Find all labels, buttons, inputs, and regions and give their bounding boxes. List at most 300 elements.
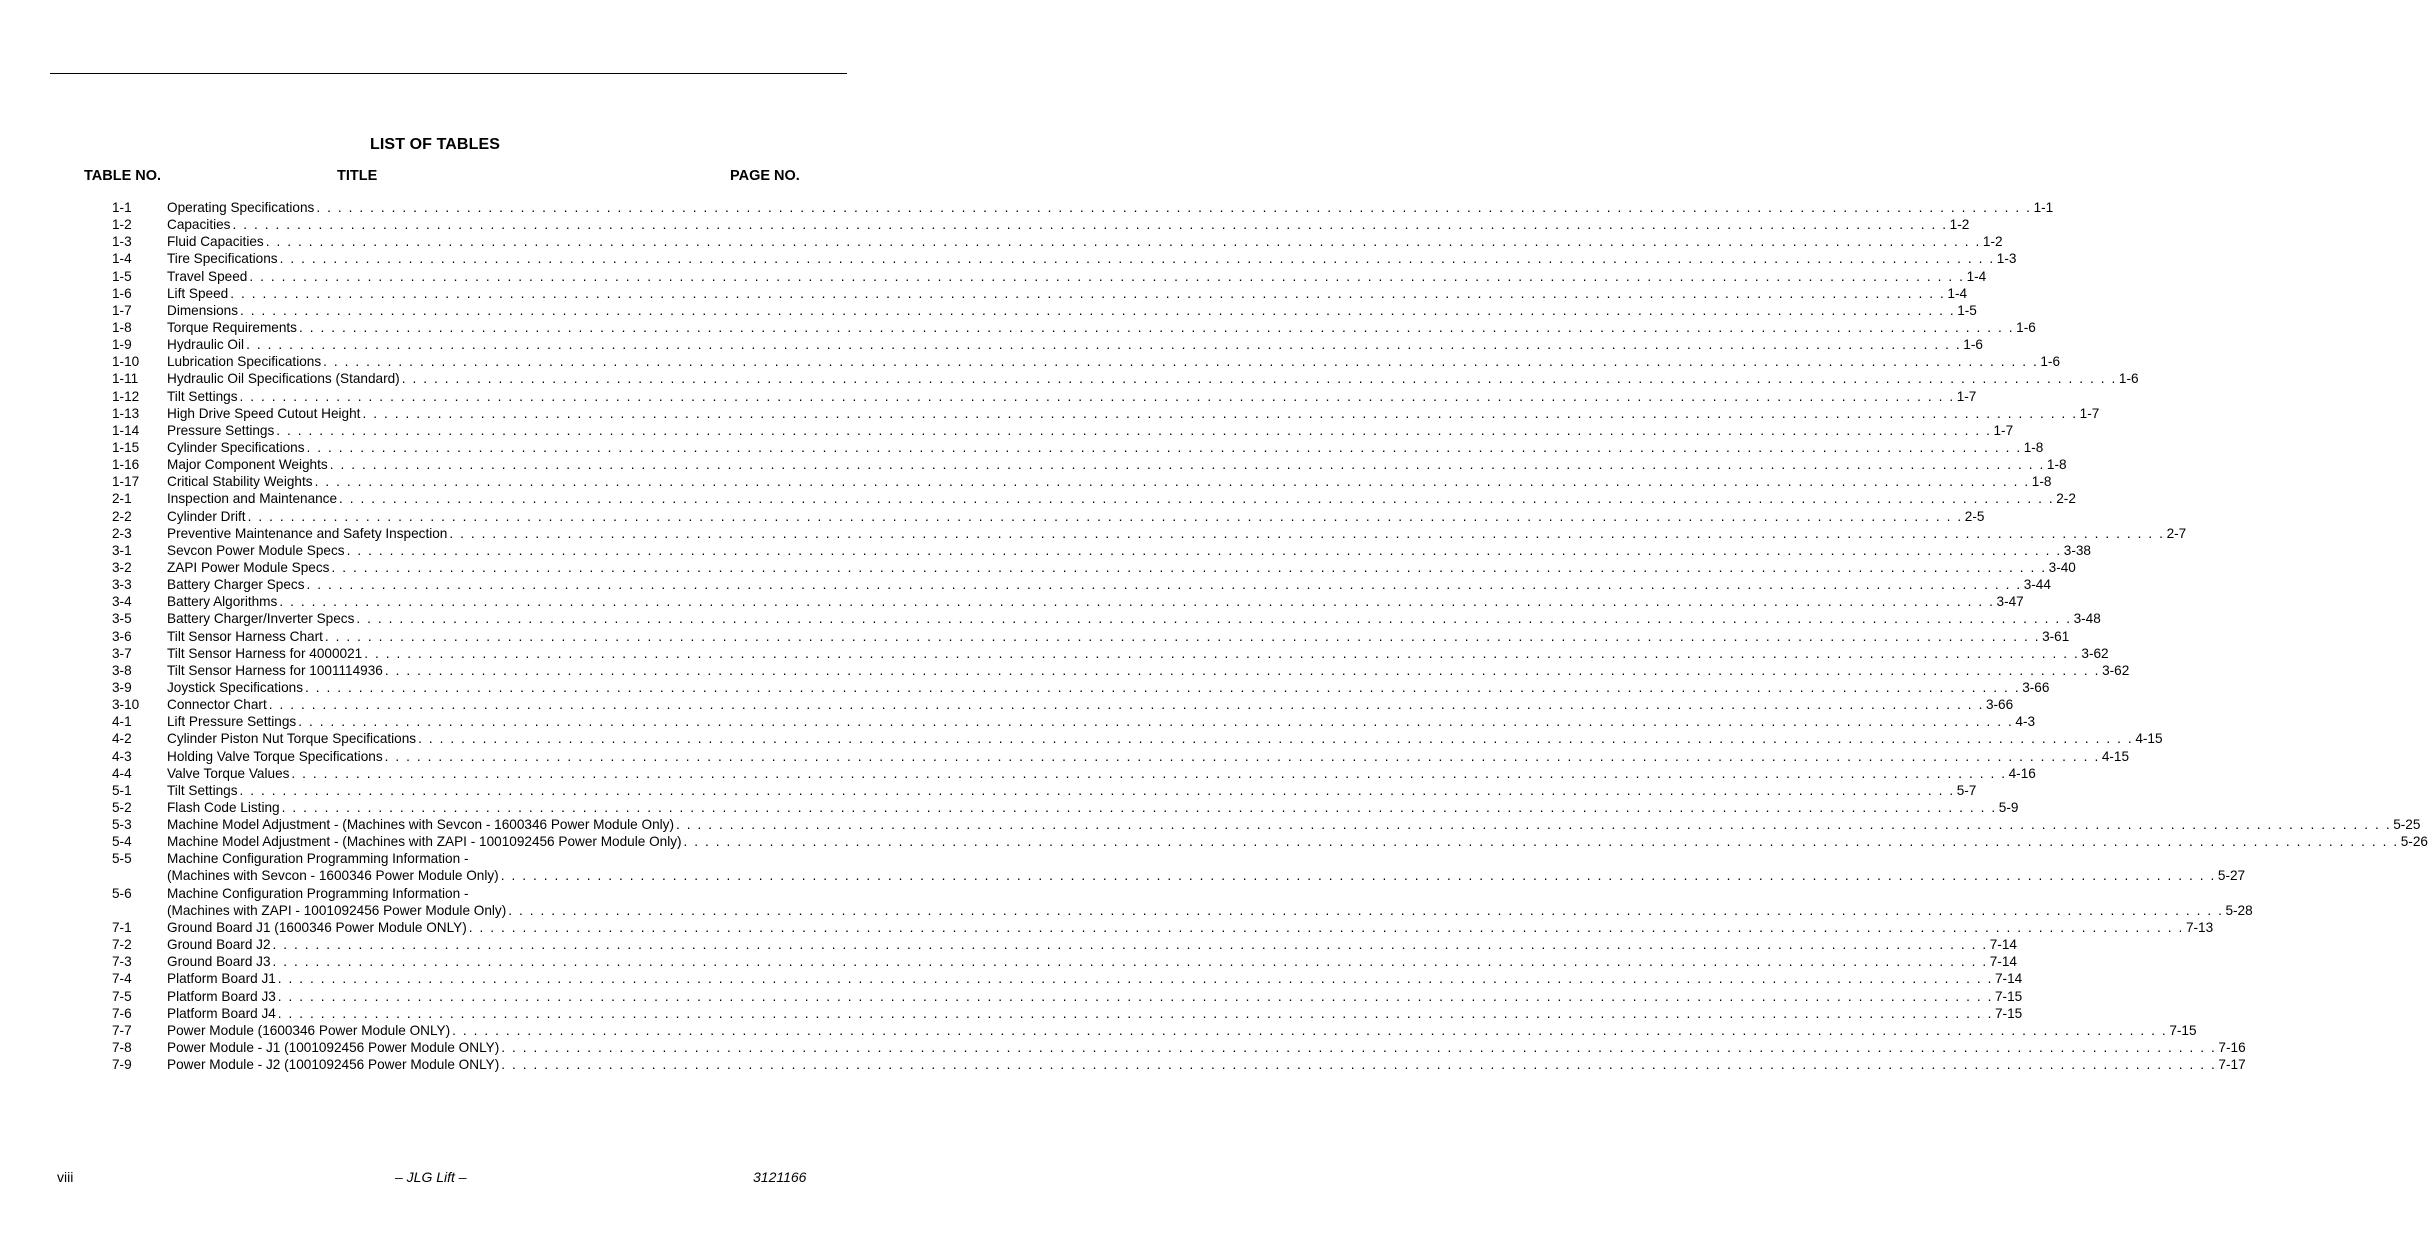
list-item[interactable] <box>0 353 2061 370</box>
table-title: Power Module - J1 (1001092456 Power Module ONLY) <box>167 1039 500 1055</box>
list-item[interactable] <box>0 439 2044 456</box>
table-title: Travel Speed <box>167 268 248 284</box>
page-number: 5-25 <box>2393 817 2421 833</box>
dot-leader: . . . . . . . . . . . . . . . . . . . . . . . . . . . . . . . . . . . . . . . . . . . . . . . . . . . . . . . . . . . . . . . . . . . . . . . . . . . . . . . . . . . . . . . . . . . . . . . . . . . . . . . . . . . . . . . . . . . . . . . . . . . . . . . . . . . . . . . . . . . . . . . . . . . . . . . . . . . . . . . . <box>364 645 2080 661</box>
page-number: 5-9 <box>1998 799 2019 815</box>
table-number: 3-6 <box>112 628 132 644</box>
table-number: 3-1 <box>112 542 132 558</box>
list-item[interactable] <box>0 388 1977 405</box>
page-number: 1-4 <box>1966 268 1987 284</box>
list-item[interactable] <box>0 988 2023 1005</box>
dot-leader: . . . . . . . . . . . . . . . . . . . . . . . . . . . . . . . . . . . . . . . . . . . . . . . . . . . . . . . . . . . . . . . . . . . . . . . . . . . . . . . . . . . . . . . . . . . . . . . . . . . . . . . . . . . . . . . . . . . . . . . . . . . . . . . . . . . . . . . . . . . . . . . . . . . . . . . . . . . . . . . . <box>277 971 1993 987</box>
dot-leader: . . . . . . . . . . . . . . . . . . . . . . . . . . . . . . . . . . . . . . . . . . . . . . . . . . . . . . . . . . . . . . . . . . . . . . . . . . . . . . . . . . . . . . . . . . . . . . . . . . . . . . . . . . . . . . . . . . . . . . . . . . . . . . . . . . . . . . . . . . . . . . . . . . . . . . . . . . . . . . . . <box>683 834 2399 850</box>
dot-leader: . . . . . . . . . . . . . . . . . . . . . . . . . . . . . . . . . . . . . . . . . . . . . . . . . . . . . . . . . . . . . . . . . . . . . . . . . . . . . . . . . . . . . . . . . . . . . . . . . . . . . . . . . . . . . . . . . . . . . . . . . . . . . . . . . . . . . . . . . . . . . . . . . . . . . . . . . . . . . . . . <box>306 439 2022 455</box>
page-number: 1-6 <box>1963 337 1983 353</box>
table-entry-line <box>167 713 2036 730</box>
dot-leader: . . . . . . . . . . . . . . . . . . . . . . . . . . . . . . . . . . . . . . . . . . . . . . . . . . . . . . . . . . . . . . . . . . . . . . . . . . . . . . . . . . . . . . . . . . . . . . . . . . . . . . . . . . . . . . . . . . . . . . . . . . . . . . . . . . . . . . . . . . . . . . . . . . . . . . . . . . . . . . . . <box>247 508 1963 524</box>
dot-leader: . . . . . . . . . . . . . . . . . . . . . . . . . . . . . . . . . . . . . . . . . . . . . . . . . . . . . . . . . . . . . . . . . . . . . . . . . . . . . . . . . . . . . . . . . . . . . . . . . . . . . . . . . . . . . . . . . . . . . . . . . . . . . . . . . . . . . . . . . . . . . . . . . . . . . . . . . . . . . . . . <box>279 594 1995 610</box>
list-item[interactable] <box>0 628 2070 645</box>
dot-leader: . . . . . . . . . . . . . . . . . . . . . . . . . . . . . . . . . . . . . . . . . . . . . . . . . . . . . . . . . . . . . . . . . . . . . . . . . . . . . . . . . . . . . . . . . . . . . . . . . . . . . . . . . . . . . . . . . . . . . . . . . . . . . . . . . . . . . . . . . . . . . . . . . . . . . . . . . . . . . . . . <box>249 268 1965 284</box>
page-number: 1-4 <box>1947 285 1968 301</box>
table-number: 3-10 <box>112 697 140 713</box>
table-entry-line <box>167 285 1968 302</box>
page-number: 1-8 <box>2031 474 2052 490</box>
page-number: 3-66 <box>1985 697 2014 713</box>
table-title: Pressure Settings <box>167 422 275 438</box>
page-number: 7-15 <box>2169 1022 2197 1038</box>
dot-leader: . . . . . . . . . . . . . . . . . . . . . . . . . . . . . . . . . . . . . . . . . . . . . . . . . . . . . . . . . . . . . . . . . . . . . . . . . . . . . . . . . . . . . . . . . . . . . . . . . . . . . . . . . . . . . . . . . . . . . . . . . . . . . . . . . . . . . . . . . . . . . . . . . . . . . . . . . . . . . . . . <box>676 817 2392 833</box>
dot-leader: . . . . . . . . . . . . . . . . . . . . . . . . . . . . . . . . . . . . . . . . . . . . . . . . . . . . . . . . . . . . . . . . . . . . . . . . . . . . . . . . . . . . . . . . . . . . . . . . . . . . . . . . . . . . . . . . . . . . . . . . . . . . . . . . . . . . . . . . . . . . . . . . . . . . . . . . . . . . . . . . <box>331 559 2047 575</box>
list-item[interactable] <box>0 456 2067 473</box>
table-entry-line <box>167 439 2044 456</box>
table-title: Tilt Settings <box>167 388 238 404</box>
dot-leader: . . . . . . . . . . . . . . . . . . . . . . . . . . . . . . . . . . . . . . . . . . . . . . . . . . . . . . . . . . . . . . . . . . . . . . . . . . . . . . . . . . . . . . . . . . . . . . . . . . . . . . . . . . . . . . . . . . . . . . . . . . . . . . . . . . . . . . . . . . . . . . . . . . . . . . . . . . . . . . . . <box>329 457 2045 473</box>
list-item[interactable] <box>0 645 2109 662</box>
table-title: Sevcon Power Module Specs <box>167 542 345 558</box>
table-title: (Machines with ZAPI - 1001092456 Power Module Only) <box>167 902 507 918</box>
page-number: 1-2 <box>1982 234 2003 250</box>
page-number: 1-7 <box>1993 422 2014 438</box>
table-number: 1-2 <box>112 217 132 233</box>
table-entry-line <box>167 799 2019 816</box>
table-title-line1: Machine Configuration Programming Information - <box>167 885 469 901</box>
dot-leader: . . . . . . . . . . . . . . . . . . . . . . . . . . . . . . . . . . . . . . . . . . . . . . . . . . . . . . . . . . . . . . . . . . . . . . . . . . . . . . . . . . . . . . . . . . . . . . . . . . . . . . . . . . . . . . . . . . . . . . . . . . . . . . . . . . . . . . . . . . . . . . . . . . . . . . . . . . . . . . . . <box>501 1039 2217 1055</box>
table-number: 3-4 <box>112 594 132 610</box>
table-entry-line <box>167 730 2163 747</box>
table-number: 1-6 <box>112 285 132 301</box>
table-title: Power Module - J2 (1001092456 Power Module ONLY) <box>167 1057 500 1073</box>
table-entry-line <box>167 696 2014 713</box>
table-number: 1-15 <box>112 439 140 455</box>
table-number: 1-11 <box>112 371 139 387</box>
table-number: 5-5 <box>112 851 132 867</box>
list-item[interactable] <box>0 319 2036 336</box>
page-number: 3-62 <box>2102 662 2130 678</box>
table-entry-line <box>167 370 2139 387</box>
table-entry-line <box>167 593 2024 610</box>
table-number: 1-16 <box>112 457 140 473</box>
table-number: 7-6 <box>112 1005 132 1021</box>
footer-page-number: viii <box>57 1169 74 1185</box>
page-number: 7-17 <box>2218 1057 2246 1073</box>
table-number: 5-1 <box>112 782 132 798</box>
table-title: High Drive Speed Cutout Height <box>167 405 361 421</box>
dot-leader: . . . . . . . . . . . . . . . . . . . . . . . . . . . . . . . . . . . . . . . . . . . . . . . . . . . . . . . . . . . . . . . . . . . . . . . . . . . . . . . . . . . . . . . . . . . . . . . . . . . . . . . . . . . . . . . . . . . . . . . . . . . . . . . . . . . . . . . . . . . . . . . . . . . . . . . . . . . . . . . . <box>277 1005 1993 1021</box>
table-title: ZAPI Power Module Specs <box>167 559 330 575</box>
table-number: 1-5 <box>112 268 132 284</box>
page-number: 1-7 <box>1956 388 1977 404</box>
table-title: Tilt Sensor Harness for 1001114936 <box>167 662 383 678</box>
page-number: 1-2 <box>1949 217 1970 233</box>
list-item[interactable] <box>0 370 2139 387</box>
table-number: 7-9 <box>112 1057 132 1073</box>
table-list <box>0 199 2428 1073</box>
list-item[interactable] <box>0 233 2003 250</box>
table-title: Platform Board J4 <box>167 1005 276 1021</box>
table-title: Connector Chart <box>167 697 267 713</box>
list-item[interactable] <box>0 525 2187 542</box>
list-item[interactable] <box>0 816 2421 833</box>
table-entry-line <box>167 936 2017 953</box>
page-number: 2-7 <box>2166 525 2187 541</box>
dot-leader: . . . . . . . . . . . . . . . . . . . . . . . . . . . . . . . . . . . . . . . . . . . . . . . . . . . . . . . . . . . . . . . . . . . . . . . . . . . . . . . . . . . . . . . . . . . . . . . . . . . . . . . . . . . . . . . . . . . . . . . . . . . . . . . . . . . . . . . . . . . . . . . . . . . . . . . . . . . . . . . . <box>449 525 2165 541</box>
list-item[interactable] <box>0 268 1987 285</box>
table-entry-line <box>167 970 2023 987</box>
footer-publisher: – JLG Lift – <box>395 1169 467 1185</box>
table-entry-line <box>167 508 1985 525</box>
list-item[interactable] <box>0 1039 2246 1056</box>
dot-leader: . . . . . . . . . . . . . . . . . . . . . . . . . . . . . . . . . . . . . . . . . . . . . . . . . . . . . . . . . . . . . . . . . . . . . . . . . . . . . . . . . . . . . . . . . . . . . . . . . . . . . . . . . . . . . . . . . . . . . . . . . . . . . . . . . . . . . . . . . . . . . . . . . . . . . . . . . . . . . . . . <box>501 1057 2217 1073</box>
page-number: 5-28 <box>2225 902 2253 918</box>
table-number: 7-1 <box>112 919 132 935</box>
dot-leader: . . . . . . . . . . . . . . . . . . . . . . . . . . . . . . . . . . . . . . . . . . . . . . . . . . . . . . . . . . . . . . . . . . . . . . . . . . . . . . . . . . . . . . . . . . . . . . . . . . . . . . . . . . . . . . . . . . . . . . . . . . . . . . . . . . . . . . . . . . . . . . . . . . . . . . . . . . . . . . . . <box>272 937 1988 953</box>
page-number: 4-16 <box>2008 765 2036 781</box>
table-entry-line <box>167 199 2054 216</box>
page-number: 7-13 <box>2185 919 2214 935</box>
table-number: 7-7 <box>112 1022 132 1038</box>
table-title: Hydraulic Oil Specifications (Standard) <box>167 371 400 387</box>
table-entry-line <box>167 216 1970 233</box>
table-title: Ground Board J1 (1600346 Power Module ONLY) <box>167 919 467 935</box>
table-title: Tilt Settings <box>167 782 238 798</box>
page-number: 3-48 <box>2073 611 2101 627</box>
dot-leader: . . . . . . . . . . . . . . . . . . . . . . . . . . . . . . . . . . . . . . . . . . . . . . . . . . . . . . . . . . . . . . . . . . . . . . . . . . . . . . . . . . . . . . . . . . . . . . . . . . . . . . . . . . . . . . . . . . . . . . . . . . . . . . . . . . . . . . . . . . . . . . . . . . . . . . . . . . . . . . . . <box>240 302 1956 318</box>
table-title: Capacities <box>167 217 231 233</box>
dot-leader: . . . . . . . . . . . . . . . . . . . . . . . . . . . . . . . . . . . . . . . . . . . . . . . . . . . . . . . . . . . . . . . . . . . . . . . . . . . . . . . . . . . . . . . . . . . . . . . . . . . . . . . . . . . . . . . . . . . . . . . . . . . . . . . . . . . . . . . . . . . . . . . . . . . . . . . . . . . . . . . . <box>500 868 2216 884</box>
dot-leader: . . . . . . . . . . . . . . . . . . . . . . . . . . . . . . . . . . . . . . . . . . . . . . . . . . . . . . . . . . . . . . . . . . . . . . . . . . . . . . . . . . . . . . . . . . . . . . . . . . . . . . . . . . . . . . . . . . . . . . . . . . . . . . . . . . . . . . . . . . . . . . . . . . . . . . . . . . . . . . . . <box>239 388 1955 404</box>
table-title: Major Component Weights <box>167 457 328 473</box>
table-entry-line <box>167 302 1977 319</box>
list-item[interactable] <box>0 405 2100 422</box>
dot-leader: . . . . . . . . . . . . . . . . . . . . . . . . . . . . . . . . . . . . . . . . . . . . . . . . . . . . . . . . . . . . . . . . . . . . . . . . . . . . . . . . . . . . . . . . . . . . . . . . . . . . . . . . . . . . . . . . . . . . . . . . . . . . . . . . . . . . . . . . . . . . . . . . . . . . . . . . . . . . . . . . <box>452 1022 2168 1038</box>
table-number: 4-3 <box>112 748 132 764</box>
table-entry-line <box>167 233 2003 250</box>
dot-leader: . . . . . . . . . . . . . . . . . . . . . . . . . . . . . . . . . . . . . . . . . . . . . . . . . . . . . . . . . . . . . . . . . . . . . . . . . . . . . . . . . . . . . . . . . . . . . . . . . . . . . . . . . . . . . . . . . . . . . . . . . . . . . . . . . . . . . . . . . . . . . . . . . . . . . . . . . . . . . . . . <box>468 919 2184 935</box>
table-entry-line <box>167 662 2130 679</box>
page-number: 1-8 <box>2046 457 2067 473</box>
page-number: 1-6 <box>2040 354 2061 370</box>
table-title: Critical Stability Weights <box>167 474 313 490</box>
table-number: 1-12 <box>112 388 140 404</box>
page-number: 1-8 <box>2023 439 2044 455</box>
dot-leader: . . . . . . . . . . . . . . . . . . . . . . . . . . . . . . . . . . . . . . . . . . . . . . . . . . . . . . . . . . . . . . . . . . . . . . . . . . . . . . . . . . . . . . . . . . . . . . . . . . . . . . . . . . . . . . . . . . . . . . . . . . . . . . . . . . . . . . . . . . . . . . . . . . . . . . . . . . . . . . . . <box>276 422 1992 438</box>
column-header-table-no: TABLE NO. <box>84 168 162 184</box>
table-entry-line <box>167 919 2214 936</box>
page-title: LIST OF TABLES <box>370 136 500 153</box>
dot-leader: . . . . . . . . . . . . . . . . . . . . . . . . . . . . . . . . . . . . . . . . . . . . . . . . . . . . . . . . . . . . . . . . . . . . . . . . . . . . . . . . . . . . . . . . . . . . . . . . . . . . . . . . . . . . . . . . . . . . . . . . . . . . . . . . . . . . . . . . . . . . . . . . . . . . . . . . . . . . . . . . <box>316 200 2032 215</box>
page-number: 7-15 <box>1995 988 2023 1004</box>
dot-leader: . . . . . . . . . . . . . . . . . . . . . . . . . . . . . . . . . . . . . . . . . . . . . . . . . . . . . . . . . . . . . . . . . . . . . . . . . . . . . . . . . . . . . . . . . . . . . . . . . . . . . . . . . . . . . . . . . . . . . . . . . . . . . . . . . . . . . . . . . . . . . . . . . . . . . . . . . . . . . . . . <box>418 731 2134 747</box>
table-entry-line <box>167 559 2076 576</box>
page-number: 3-62 <box>2081 645 2109 661</box>
table-entry-line <box>167 250 2017 267</box>
table-entry-line <box>167 336 1983 353</box>
table-title: Lift Pressure Settings <box>167 714 297 730</box>
table-number: 3-7 <box>112 645 132 661</box>
list-item[interactable] <box>0 885 2253 919</box>
footer-document-number: 3121166 <box>753 1169 807 1185</box>
list-item[interactable] <box>0 199 2054 216</box>
list-item[interactable] <box>0 970 2023 987</box>
list-item[interactable] <box>0 250 2017 267</box>
dot-leader: . . . . . . . . . . . . . . . . . . . . . . . . . . . . . . . . . . . . . . . . . . . . . . . . . . . . . . . . . . . . . . . . . . . . . . . . . . . . . . . . . . . . . . . . . . . . . . . . . . . . . . . . . . . . . . . . . . . . . . . . . . . . . . . . . . . . . . . . . . . . . . . . . . . . . . . . . . . . . . . . <box>265 234 1981 250</box>
table-title: Hydraulic Oil <box>167 337 245 353</box>
dot-leader: . . . . . . . . . . . . . . . . . . . . . . . . . . . . . . . . . . . . . . . . . . . . . . . . . . . . . . . . . . . . . . . . . . . . . . . . . . . . . . . . . . . . . . . . . . . . . . . . . . . . . . . . . . . . . . . . . . . . . . . . . . . . . . . . . . . . . . . . . . . . . . . . . . . . . . . . . . . . . . . . <box>298 714 2014 730</box>
list-item[interactable] <box>0 473 2052 490</box>
page-number: 3-47 <box>1996 594 2024 610</box>
page-number: 5-7 <box>1956 782 1977 798</box>
table-title: Lubrication Specifications <box>167 354 322 370</box>
dot-leader: . . . . . . . . . . . . . . . . . . . . . . . . . . . . . . . . . . . . . . . . . . . . . . . . . . . . . . . . . . . . . . . . . . . . . . . . . . . . . . . . . . . . . . . . . . . . . . . . . . . . . . . . . . . . . . . . . . . . . . . . . . . . . . . . . . . . . . . . . . . . . . . . . . . . . . . . . . . . . . . . <box>239 782 1955 798</box>
dot-leader: . . . . . . . . . . . . . . . . . . . . . . . . . . . . . . . . . . . . . . . . . . . . . . . . . . . . . . . . . . . . . . . . . . . . . . . . . . . . . . . . . . . . . . . . . . . . . . . . . . . . . . . . . . . . . . . . . . . . . . . . . . . . . . . . . . . . . . . . . . . . . . . . . . . . . . . . . . . . . . . . <box>305 679 2021 695</box>
dot-leader: . . . . . . . . . . . . . . . . . . . . . . . . . . . . . . . . . . . . . . . . . . . . . . . . . . . . . . . . . . . . . . . . . . . . . . . . . . . . . . . . . . . . . . . . . . . . . . . . . . . . . . . . . . . . . . . . . . . . . . . . . . . . . . . . . . . . . . . . . . . . . . . . . . . . . . . . . . . . . . . . <box>281 799 1997 815</box>
dot-leader: . . . . . . . . . . . . . . . . . . . . . . . . . . . . . . . . . . . . . . . . . . . . . . . . . . . . . . . . . . . . . . . . . . . . . . . . . . . . . . . . . . . . . . . . . . . . . . . . . . . . . . . . . . . . . . . . . . . . . . . . . . . . . . . . . . . . . . . . . . . . . . . . . . . . . . . . . . . . . . . . <box>268 697 1984 713</box>
table-title: Preventive Maintenance and Safety Inspection <box>167 525 448 541</box>
table-entry-line <box>167 268 1987 285</box>
table-number: 1-3 <box>112 234 132 250</box>
table-number: 1-17 <box>112 474 140 490</box>
table-number: 3-8 <box>112 662 132 678</box>
table-entry-line <box>167 628 2070 645</box>
table-number: 5-6 <box>112 885 132 901</box>
table-number: 7-3 <box>112 954 132 970</box>
table-title: Operating Specifications <box>167 200 315 215</box>
table-entry-line <box>167 1039 2246 1056</box>
table-title: Cylinder Piston Nut Torque Specifications <box>167 731 417 747</box>
table-title: Dimensions <box>167 302 239 318</box>
table-title: Torque Requirements <box>167 319 297 335</box>
page-number: 4-15 <box>2135 731 2163 747</box>
table-title-line1: Machine Configuration Programming Information - <box>167 851 469 867</box>
table-title: Cylinder Drift <box>167 508 246 524</box>
table-number: 1-14 <box>112 422 140 438</box>
page-number: 3-44 <box>2023 577 2051 593</box>
page-number: 3-40 <box>2048 559 2076 575</box>
table-entry-line <box>167 525 2187 542</box>
table-title: Valve Torque Values <box>167 765 290 781</box>
table-title: Inspection and Maintenance <box>167 491 338 507</box>
page-number: 1-6 <box>2118 371 2139 387</box>
table-entry-line <box>167 1005 2023 1022</box>
table-entry-line <box>167 405 2100 422</box>
page-number: 4-3 <box>2015 714 2036 730</box>
list-item[interactable] <box>0 216 1970 233</box>
list-item[interactable] <box>0 1005 2023 1022</box>
list-item[interactable] <box>0 542 2091 559</box>
table-number: 3-9 <box>112 679 132 695</box>
page-number: 1-1 <box>2033 200 2054 215</box>
table-title: Power Module (1600346 Power Module ONLY) <box>167 1022 451 1038</box>
list-item[interactable] <box>0 730 2163 747</box>
list-item[interactable] <box>0 508 1985 525</box>
list-item[interactable] <box>0 713 2036 730</box>
dot-leader: . . . . . . . . . . . . . . . . . . . . . . . . . . . . . . . . . . . . . . . . . . . . . . . . . . . . . . . . . . . . . . . . . . . . . . . . . . . . . . . . . . . . . . . . . . . . . . . . . . . . . . . . . . . . . . . . . . . . . . . . . . . . . . . . . . . . . . . . . . . . . . . . . . . . . . . . . . . . . . . . <box>232 217 1948 233</box>
table-entry-line <box>167 1056 2246 1073</box>
list-item[interactable] <box>0 302 1977 319</box>
page-number: 7-14 <box>1995 971 2023 987</box>
page-number: 7-14 <box>1989 937 2017 953</box>
list-item[interactable] <box>0 748 2130 765</box>
table-title: Fluid Capacities <box>167 234 264 250</box>
table-number: 7-2 <box>112 937 132 953</box>
page-number: 5-27 <box>2217 868 2246 884</box>
page-number: 3-66 <box>2022 679 2050 695</box>
table-number: 3-5 <box>112 611 132 627</box>
table-number: 5-2 <box>112 799 132 815</box>
page-number: 2-2 <box>2056 491 2076 507</box>
dot-leader: . . . . . . . . . . . . . . . . . . . . . . . . . . . . . . . . . . . . . . . . . . . . . . . . . . . . . . . . . . . . . . . . . . . . . . . . . . . . . . . . . . . . . . . . . . . . . . . . . . . . . . . . . . . . . . . . . . . . . . . . . . . . . . . . . . . . . . . . . . . . . . . . . . . . . . . . . . . . . . . . <box>339 491 2055 507</box>
table-entry-line <box>167 867 2246 884</box>
list-item[interactable] <box>0 285 1968 302</box>
table-number: 4-2 <box>112 731 132 747</box>
page-number: 7-14 <box>1989 954 2017 970</box>
dot-leader: . . . . . . . . . . . . . . . . . . . . . . . . . . . . . . . . . . . . . . . . . . . . . . . . . . . . . . . . . . . . . . . . . . . . . . . . . . . . . . . . . . . . . . . . . . . . . . . . . . . . . . . . . . . . . . . . . . . . . . . . . . . . . . . . . . . . . . . . . . . . . . . . . . . . . . . . . . . . . . . . <box>508 902 2224 918</box>
list-item[interactable] <box>0 593 2024 610</box>
table-number: 5-4 <box>112 834 132 850</box>
list-item[interactable] <box>0 696 2014 713</box>
dot-leader: . . . . . . . . . . . . . . . . . . . . . . . . . . . . . . . . . . . . . . . . . . . . . . . . . . . . . . . . . . . . . . . . . . . . . . . . . . . . . . . . . . . . . . . . . . . . . . . . . . . . . . . . . . . . . . . . . . . . . . . . . . . . . . . . . . . . . . . . . . . . . . . . . . . . . . . . . . . . . . . . <box>384 748 2100 764</box>
table-title: Lift Speed <box>167 285 229 301</box>
table-entry-line <box>167 490 2076 507</box>
list-item[interactable] <box>0 765 2036 782</box>
list-item[interactable] <box>0 679 2050 696</box>
table-number: 5-3 <box>112 817 132 833</box>
list-item[interactable] <box>0 1056 2246 1073</box>
page-number: 1-7 <box>2079 405 2100 421</box>
table-title: Platform Board J3 <box>167 988 276 1004</box>
column-header-page-no: PAGE NO. <box>730 168 800 184</box>
dot-leader: . . . . . . . . . . . . . . . . . . . . . . . . . . . . . . . . . . . . . . . . . . . . . . . . . . . . . . . . . . . . . . . . . . . . . . . . . . . . . . . . . . . . . . . . . . . . . . . . . . . . . . . . . . . . . . . . . . . . . . . . . . . . . . . . . . . . . . . . . . . . . . . . . . . . . . . . . . . . . . . . <box>279 251 1995 267</box>
table-number: 3-2 <box>112 559 132 575</box>
table-title: Machine Model Adjustment - (Machines with Sevcon - 1600346 Power Module Only) <box>167 817 674 833</box>
table-number: 4-4 <box>112 765 132 781</box>
page-number: 7-15 <box>1995 1005 2023 1021</box>
dot-leader: . . . . . . . . . . . . . . . . . . . . . . . . . . . . . . . . . . . . . . . . . . . . . . . . . . . . . . . . . . . . . . . . . . . . . . . . . . . . . . . . . . . . . . . . . . . . . . . . . . . . . . . . . . . . . . . . . . . . . . . . . . . . . . . . . . . . . . . . . . . . . . . . . . . . . . . . . . . . . . . . <box>246 337 1962 353</box>
table-title: (Machines with Sevcon - 1600346 Power Module Only) <box>167 868 499 884</box>
table-number: 2-2 <box>112 508 132 524</box>
dot-leader: . . . . . . . . . . . . . . . . . . . . . . . . . . . . . . . . . . . . . . . . . . . . . . . . . . . . . . . . . . . . . . . . . . . . . . . . . . . . . . . . . . . . . . . . . . . . . . . . . . . . . . . . . . . . . . . . . . . . . . . . . . . . . . . . . . . . . . . . . . . . . . . . . . . . . . . . . . . . . . . . <box>362 405 2078 421</box>
list-item[interactable] <box>0 833 2428 850</box>
page-number: 3-61 <box>2042 628 2070 644</box>
table-number: 1-1 <box>112 200 132 215</box>
table-number: 1-8 <box>112 319 132 335</box>
table-entry-line <box>167 988 2023 1005</box>
list-item[interactable] <box>0 953 2017 970</box>
list-item[interactable] <box>0 799 2019 816</box>
table-number: 3-3 <box>112 577 132 593</box>
list-item[interactable] <box>0 782 1977 799</box>
table-number: 2-1 <box>112 491 132 507</box>
list-item[interactable] <box>0 422 2014 439</box>
dot-leader: . . . . . . . . . . . . . . . . . . . . . . . . . . . . . . . . . . . . . . . . . . . . . . . . . . . . . . . . . . . . . . . . . . . . . . . . . . . . . . . . . . . . . . . . . . . . . . . . . . . . . . . . . . . . . . . . . . . . . . . . . . . . . . . . . . . . . . . . . . . . . . . . . . . . . . . . . . . . . . . . <box>401 371 2117 387</box>
dot-leader: . . . . . . . . . . . . . . . . . . . . . . . . . . . . . . . . . . . . . . . . . . . . . . . . . . . . . . . . . . . . . . . . . . . . . . . . . . . . . . . . . . . . . . . . . . . . . . . . . . . . . . . . . . . . . . . . . . . . . . . . . . . . . . . . . . . . . . . . . . . . . . . . . . . . . . . . . . . . . . . . <box>291 765 2007 781</box>
list-item[interactable] <box>0 850 2246 884</box>
table-entry-line <box>167 816 2421 833</box>
list-item[interactable] <box>0 1022 2197 1039</box>
table-entry-line <box>167 576 2051 593</box>
table-title: Cylinder Specifications <box>167 439 305 455</box>
list-item[interactable] <box>0 610 2101 627</box>
list-item[interactable] <box>0 936 2017 953</box>
table-title: Battery Charger Specs <box>167 577 305 593</box>
table-entry-line <box>167 388 1977 405</box>
dot-leader: . . . . . . . . . . . . . . . . . . . . . . . . . . . . . . . . . . . . . . . . . . . . . . . . . . . . . . . . . . . . . . . . . . . . . . . . . . . . . . . . . . . . . . . . . . . . . . . . . . . . . . . . . . . . . . . . . . . . . . . . . . . . . . . . . . . . . . . . . . . . . . . . . . . . . . . . . . . . . . . . <box>314 474 2030 490</box>
table-title: Ground Board J3 <box>167 954 271 970</box>
dot-leader: . . . . . . . . . . . . . . . . . . . . . . . . . . . . . . . . . . . . . . . . . . . . . . . . . . . . . . . . . . . . . . . . . . . . . . . . . . . . . . . . . . . . . . . . . . . . . . . . . . . . . . . . . . . . . . . . . . . . . . . . . . . . . . . . . . . . . . . . . . . . . . . . . . . . . . . . . . . . . . . . <box>272 954 1988 970</box>
page-number: 1-5 <box>1957 302 1977 318</box>
table-entry-line <box>167 782 1977 799</box>
table-title: Battery Algorithms <box>167 594 278 610</box>
column-header-title: TITLE <box>337 168 378 184</box>
table-number: 1-7 <box>112 302 132 318</box>
table-title: Battery Charger/Inverter Specs <box>167 611 355 627</box>
table-number: 2-3 <box>112 525 132 541</box>
table-number: 1-10 <box>112 354 140 370</box>
page-number: 1-3 <box>1996 251 2017 267</box>
table-entry-line <box>167 645 2109 662</box>
header-rule <box>50 73 847 74</box>
table-number: 1-9 <box>112 337 132 353</box>
table-entry-line <box>167 1022 2197 1039</box>
dot-leader: . . . . . . . . . . . . . . . . . . . . . . . . . . . . . . . . . . . . . . . . . . . . . . . . . . . . . . . . . . . . . . . . . . . . . . . . . . . . . . . . . . . . . . . . . . . . . . . . . . . . . . . . . . . . . . . . . . . . . . . . . . . . . . . . . . . . . . . . . . . . . . . . . . . . . . . . . . . . . . . . <box>323 354 2039 370</box>
table-entry-line <box>167 542 2091 559</box>
dot-leader: . . . . . . . . . . . . . . . . . . . . . . . . . . . . . . . . . . . . . . . . . . . . . . . . . . . . . . . . . . . . . . . . . . . . . . . . . . . . . . . . . . . . . . . . . . . . . . . . . . . . . . . . . . . . . . . . . . . . . . . . . . . . . . . . . . . . . . . . . . . . . . . . . . . . . . . . . . . . . . . . <box>298 319 2015 335</box>
list-item[interactable] <box>0 559 2076 576</box>
dot-leader: . . . . . . . . . . . . . . . . . . . . . . . . . . . . . . . . . . . . . . . . . . . . . . . . . . . . . . . . . . . . . . . . . . . . . . . . . . . . . . . . . . . . . . . . . . . . . . . . . . . . . . . . . . . . . . . . . . . . . . . . . . . . . . . . . . . . . . . . . . . . . . . . . . . . . . . . . . . . . . . . <box>277 988 1993 1004</box>
list-item[interactable] <box>0 662 2130 679</box>
page-number: 5-26 <box>2400 834 2428 850</box>
list-item[interactable] <box>0 336 1983 353</box>
list-item[interactable] <box>0 576 2051 593</box>
table-entry-line <box>167 902 2253 919</box>
dot-leader: . . . . . . . . . . . . . . . . . . . . . . . . . . . . . . . . . . . . . . . . . . . . . . . . . . . . . . . . . . . . . . . . . . . . . . . . . . . . . . . . . . . . . . . . . . . . . . . . . . . . . . . . . . . . . . . . . . . . . . . . . . . . . . . . . . . . . . . . . . . . . . . . . . . . . . . . . . . . . . . . <box>324 628 2041 644</box>
page-number: 4-15 <box>2101 748 2130 764</box>
list-item[interactable] <box>0 919 2214 936</box>
table-title: Tire Specifications <box>167 251 278 267</box>
table-entry-line <box>167 473 2052 490</box>
page-number: 7-16 <box>2218 1039 2246 1055</box>
table-entry-line <box>167 953 2017 970</box>
table-entry-line <box>167 679 2050 696</box>
table-entry-line <box>167 748 2130 765</box>
page-number: 2-5 <box>1964 508 1985 524</box>
table-title: Machine Model Adjustment - (Machines with ZAPI - 1001092456 Power Module Only) <box>167 834 682 850</box>
table-number: 1-13 <box>112 405 140 421</box>
table-title: Tilt Sensor Harness for 4000021 <box>167 645 363 661</box>
table-entry-line <box>167 833 2428 850</box>
table-title: Flash Code Listing <box>167 799 280 815</box>
table-entry-line <box>167 353 2061 370</box>
page-number: 3-38 <box>2063 542 2091 558</box>
table-title: Joystick Specifications <box>167 679 303 695</box>
table-title: Tilt Sensor Harness Chart <box>167 628 323 644</box>
table-number: 7-4 <box>112 971 132 987</box>
table-entry-line <box>167 319 2036 336</box>
list-item[interactable] <box>0 490 2076 507</box>
table-entry-line <box>167 422 2014 439</box>
table-number: 1-4 <box>112 251 132 267</box>
table-entry-line <box>167 610 2101 627</box>
page-number: 1-6 <box>2016 319 2036 335</box>
dot-leader: . . . . . . . . . . . . . . . . . . . . . . . . . . . . . . . . . . . . . . . . . . . . . . . . . . . . . . . . . . . . . . . . . . . . . . . . . . . . . . . . . . . . . . . . . . . . . . . . . . . . . . . . . . . . . . . . . . . . . . . . . . . . . . . . . . . . . . . . . . . . . . . . . . . . . . . . . . . . . . . . <box>356 611 2072 627</box>
table-title: Platform Board J1 <box>167 971 276 987</box>
table-title: Holding Valve Torque Specifications <box>167 748 383 764</box>
table-title: Ground Board J2 <box>167 937 271 953</box>
dot-leader: . . . . . . . . . . . . . . . . . . . . . . . . . . . . . . . . . . . . . . . . . . . . . . . . . . . . . . . . . . . . . . . . . . . . . . . . . . . . . . . . . . . . . . . . . . . . . . . . . . . . . . . . . . . . . . . . . . . . . . . . . . . . . . . . . . . . . . . . . . . . . . . . . . . . . . . . . . . . . . . . <box>230 285 1946 301</box>
dot-leader: . . . . . . . . . . . . . . . . . . . . . . . . . . . . . . . . . . . . . . . . . . . . . . . . . . . . . . . . . . . . . . . . . . . . . . . . . . . . . . . . . . . . . . . . . . . . . . . . . . . . . . . . . . . . . . . . . . . . . . . . . . . . . . . . . . . . . . . . . . . . . . . . . . . . . . . . . . . . . . . . <box>384 662 2101 678</box>
table-number: 7-8 <box>112 1039 132 1055</box>
table-entry-line <box>167 456 2067 473</box>
